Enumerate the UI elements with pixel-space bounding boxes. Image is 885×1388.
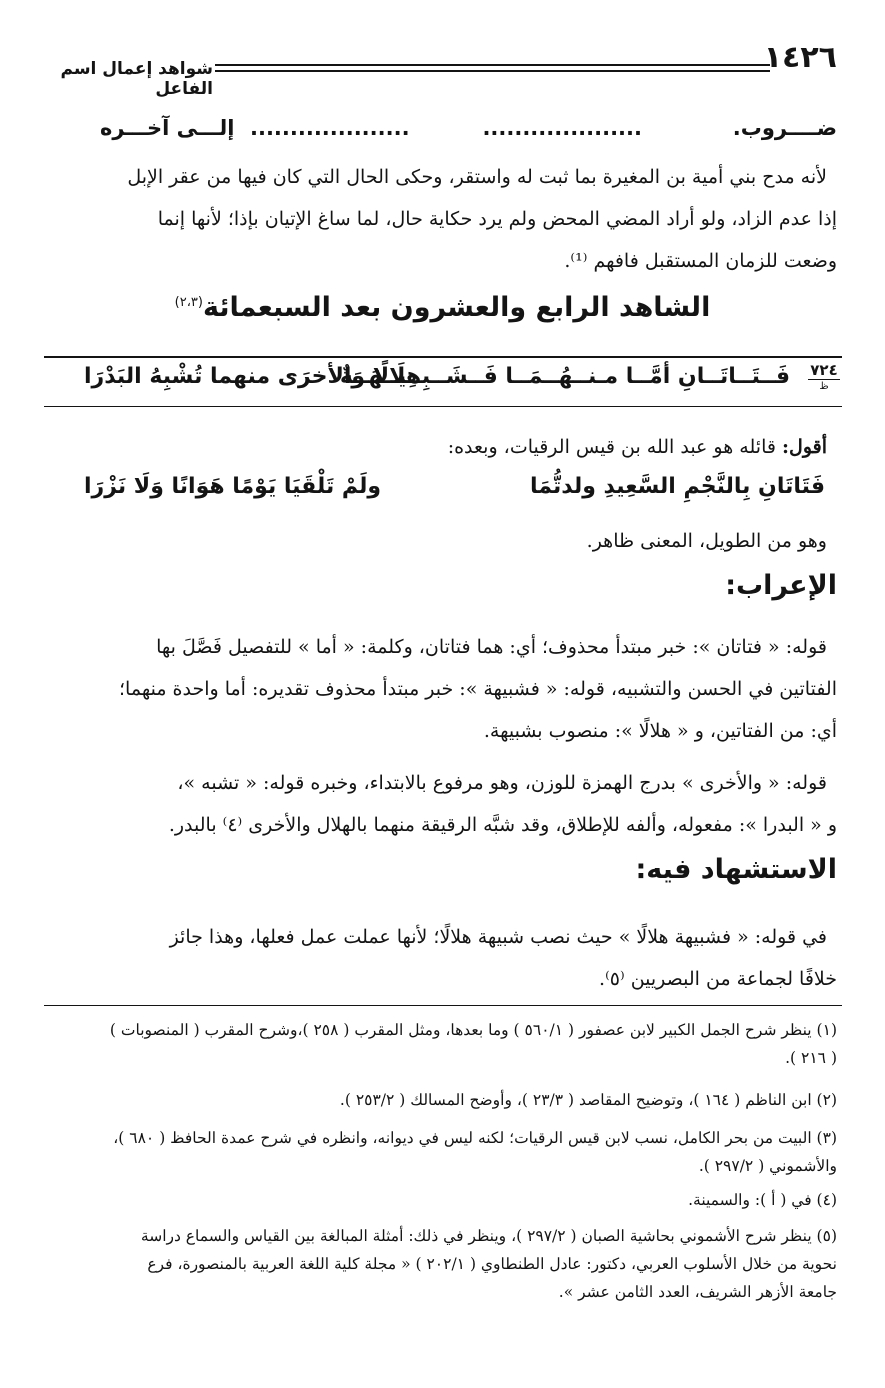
verse-rule-bottom bbox=[44, 406, 842, 407]
verse-tail-dots: .................... bbox=[482, 116, 642, 140]
verse-tail-left: إلـــى آخـــره bbox=[100, 116, 235, 140]
verse-tail-dots: .................... bbox=[250, 116, 410, 140]
footnote-line: والأشموني ( ٢٩٧/٢ ). bbox=[698, 1157, 837, 1175]
verse-number bbox=[808, 361, 840, 394]
verse-meter-mark: ظ bbox=[819, 381, 829, 392]
footnote-line: (١) ينظر شرح الجمل الكبير لابن عصفور ( ٥٦٠/١ ) وما بعدها، ومثل المقرب ( ٢٥٨ )،وشرح المقرب ( المنصوبات ) bbox=[109, 1021, 837, 1039]
irab-line: و « البدرا »: مفعوله، وألفه للإطلاق، وقد شبَّه الرقيقة منهما بالهلال والأخرى ⁽٤⁾ بالبدر. bbox=[168, 814, 837, 836]
intro-line: لأنه مدح بني أمية بن المغيرة بما ثبت له واستقر، وحكى الحال التي كان فيها من عقر الإبل bbox=[127, 166, 827, 188]
verse-second-hemistich: هِلَالًا وَالأخرَى منهما تُشْبِهُ البَدْرَا bbox=[84, 364, 422, 389]
footnote-line: (٣) البيت من بحر الكامل، نسب لابن قيس الرقيات؛ لكنه ليس في ديوانه، وانظره في شرح عمدة الحافظ ( ٦٨٠ )، bbox=[113, 1129, 837, 1147]
istishhad-line: في قوله: « فشبيهة هلالًا » حيث نصب شبيهة هلالًا؛ لأنها عملت عمل فعلها، وهذا جائز bbox=[169, 926, 827, 948]
page-number: ١٤٢٦ bbox=[763, 40, 837, 75]
verse-number-value: ٧٢٤ bbox=[808, 361, 840, 380]
commentary-label: أقول: bbox=[782, 436, 827, 458]
verse-rule-top bbox=[44, 356, 842, 358]
second-verse-first-hemistich: فَتَاتَانِ بِالنَّجْمِ السَّعِيدِ ولدتُّمَا bbox=[529, 474, 825, 499]
irab-line: الفتاتين في الحسن والتشبيه، قوله: « فشبيهة »: خبر مبتدأ محذوف تقديره: أما واحدة منهما؛ bbox=[119, 678, 837, 700]
istishhad-line: خلافًا لجماعة من البصريين ⁽٥⁾. bbox=[599, 968, 837, 990]
intro-line: وضعت للزمان المستقبل فافهم ⁽¹⁾. bbox=[564, 250, 837, 272]
section-title-footnote-ref: (٢،٣) bbox=[174, 295, 203, 310]
second-verse-second-hemistich: ولَمْ تَلْقَيَا يَوْمًا هَوَانًا وَلَا نَزْرَا bbox=[84, 474, 382, 499]
irab-line: قوله: « والأخرى » بدرج الهمزة للوزن، وهو مرفوع بالابتداء، وخبره قوله: « تشبه »، bbox=[177, 772, 827, 794]
footnote-line: (٥) ينظر شرح الأشموني بحاشية الصبان ( ٢٩٧/٢ )، وينظر في ذلك: أمثلة المبالغة بين القياس والسماع دراسة bbox=[140, 1227, 837, 1245]
main-verse bbox=[84, 364, 790, 400]
footnote-line: جامعة الأزهر الشريف، العدد الثامن عشر ». bbox=[558, 1283, 837, 1301]
intro-line: إذا عدم الزاد، ولو أراد المضي المحض ولم يرد حكاية حال، لما ساغ الإتيان بإذا؛ لأنها إنما bbox=[157, 208, 837, 230]
footnote-line: نحوية من خلال الأسلوب العربي، دكتور: عادل الطنطاوي ( ٢٠٢/١ ) « مجلة كلية اللغة العربية بالمنصورة، فرع bbox=[147, 1255, 837, 1273]
header-rule bbox=[215, 70, 770, 72]
meter-line: وهو من الطويل، المعنى ظاهر. bbox=[586, 530, 827, 552]
commentary-text: قائله هو عبد الله بن قيس الرقيات، وبعده: bbox=[447, 436, 782, 458]
irab-heading: الإعراب: bbox=[725, 570, 837, 601]
verse-tail-right: ضــــروب. bbox=[732, 116, 837, 140]
footnote-rule bbox=[44, 1005, 842, 1006]
section-title bbox=[0, 292, 885, 323]
verse-tail bbox=[100, 116, 837, 150]
footnote-line: ( ٢١٦ ). bbox=[785, 1049, 837, 1067]
irab-line: قوله: « فتاتان »: خبر مبتدأ محذوف؛ أي: هما فتاتان، وكلمة: « أما » للتفصيل فَصَّلَ بها bbox=[156, 636, 827, 658]
commentary-line bbox=[448, 426, 827, 468]
running-header-title: شواهد إعمال اسم الفاعل bbox=[60, 59, 213, 99]
verse-first-hemistich: فَــتَــاتَــانِ أمَّــا مـنــهُــمَــا فَــشَــبِــيــهَــةٌ bbox=[339, 364, 790, 389]
irab-line: أي: من الفتاتين، و « هلالًا »: منصوب بشبيهة. bbox=[483, 720, 837, 742]
header-rule bbox=[215, 64, 770, 66]
footnote-line: (٤) في ( أ ): والسمينة. bbox=[688, 1191, 837, 1209]
istishhad-heading: الاستشهاد فيه: bbox=[635, 854, 837, 885]
second-verse bbox=[84, 474, 825, 514]
footnote-line: (٢) ابن الناظم ( ١٦٤ )، وتوضيح المقاصد ( ٢٣/٣ )، وأوضح المسالك ( ٢٥٣/٢ ). bbox=[339, 1091, 837, 1109]
section-title-text: الشاهد الرابع والعشرون بعد السبعمائة bbox=[203, 292, 711, 323]
